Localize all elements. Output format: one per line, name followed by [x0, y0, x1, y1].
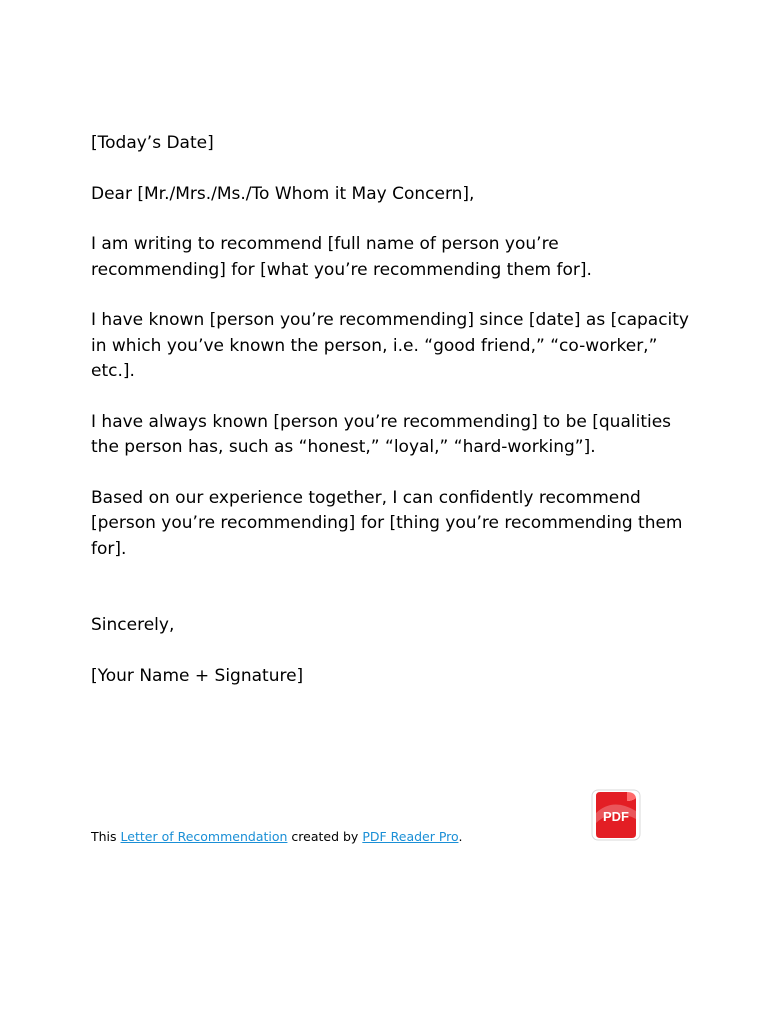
footer-suffix: . — [458, 829, 463, 844]
closing: Sincerely, — [91, 615, 175, 635]
pdf-reader-pro-link[interactable]: PDF Reader Pro — [362, 829, 459, 844]
paragraph-conclusion: Based on our experience together, I can confidently recommend [person you’re recommending] for [thing you’re recommending them for]. — [91, 487, 683, 559]
footer-prefix: This — [91, 829, 121, 844]
salutation: Dear [Mr./Mrs./Ms./To Whom it May Concern], — [91, 183, 475, 204]
pdf-logo-graphic — [591, 789, 641, 841]
letter-body — [91, 131, 691, 714]
paragraph-recommendation: I am writing to recommend [full name of person you’re recommending] for [what you’re recommending them for]. — [91, 234, 592, 280]
date-line: [Today’s Date] — [91, 133, 214, 153]
pdf-logo-text: PDF — [603, 809, 629, 824]
signature-line: [Your Name + Signature] — [91, 665, 304, 686]
footer-middle: created by — [287, 829, 363, 844]
footer-credit — [91, 828, 462, 846]
paragraph-qualities: I have always known [person you’re recommending] to be [qualities the person has, such as “honest,” “loyal,” “hard-working”]. — [91, 411, 672, 457]
paragraph-relationship: I have known [person you’re recommending] since [date] as [capacity in which you’ve known the person, i.e. “good friend,” “co-worker,” etc.]. — [91, 310, 689, 381]
pdf-reader-pro-icon[interactable] — [591, 789, 641, 841]
spacer — [91, 587, 691, 613]
letter-of-recommendation-link[interactable]: Letter of Recommendation — [120, 829, 288, 844]
